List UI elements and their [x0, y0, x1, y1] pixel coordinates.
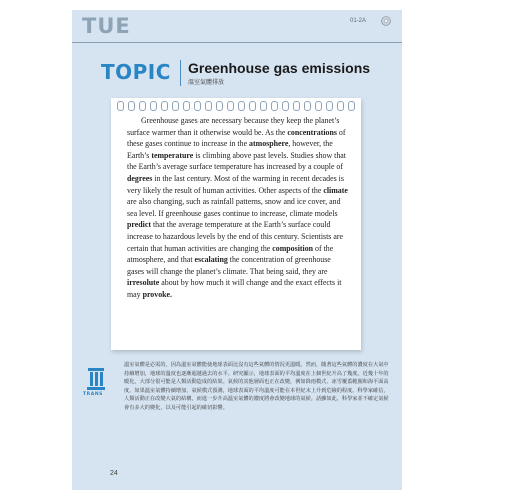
topic-divider — [180, 60, 181, 86]
passage-text: of the atmosphere, and that — [127, 243, 334, 265]
reading-notecard — [111, 98, 361, 350]
binding-ring — [216, 101, 223, 111]
binding-ring — [205, 101, 212, 111]
passage-keyword: temperature — [151, 150, 194, 160]
cd-icon — [381, 16, 391, 26]
binding-ring — [227, 101, 234, 111]
top-rule — [72, 42, 402, 43]
binding-ring — [293, 101, 300, 111]
passage-keyword: concentrations — [287, 127, 337, 137]
binding-ring — [139, 101, 146, 111]
binding-ring — [183, 101, 190, 111]
passage-text: Greenhouse gases are necessary because they keep the planet’s surface warmer than it otherwise would be. As the — [127, 116, 340, 137]
binding-ring — [172, 101, 179, 111]
passage-keyword: escalating — [194, 255, 228, 265]
passage-keyword: climate — [323, 185, 348, 195]
passage-text: of these gases continue to increase in the — [127, 127, 346, 149]
binding-ring — [194, 101, 201, 111]
binding-ring — [282, 101, 289, 111]
passage-keyword: degrees — [127, 173, 153, 183]
spiral-binding — [117, 101, 355, 111]
binding-ring — [238, 101, 245, 111]
binding-ring — [249, 101, 256, 111]
binding-ring — [128, 101, 135, 111]
passage-text: are also changing, such as rainfall patterns, snow and ice cover, and sea level. If greenhouse gases continue to increase, climate models — [127, 197, 341, 218]
binding-ring — [117, 101, 124, 111]
page-code: 01-2A — [350, 18, 367, 24]
passage-text: that the average temperature at the Earth’s surface could increase to hazardous levels by the end of this century. Scientists are certain that human activities are changing the — [127, 220, 343, 253]
translation-label: TRANS — [83, 392, 104, 397]
passage-keyword: irresolute — [127, 278, 160, 288]
binding-ring — [161, 101, 168, 111]
topic-title: Greenhouse gas emissions — [188, 60, 371, 76]
binding-ring — [271, 101, 278, 111]
binding-ring — [315, 101, 322, 111]
passage-keyword: composition — [272, 243, 314, 253]
passage-text: the concentration of greenhouse gases will change the planet’s climate. That being said, they are — [127, 255, 331, 276]
passage-keyword: atmosphere — [249, 139, 289, 149]
passage-keyword: provoke. — [142, 289, 173, 299]
page-number: 24 — [110, 470, 118, 477]
binding-ring — [326, 101, 333, 111]
passage-text: , however, the Earth’s — [127, 139, 333, 160]
passage-keyword: predict — [127, 220, 151, 230]
topic-subtitle: 溫室氣體排放 — [188, 80, 225, 86]
binding-ring — [337, 101, 344, 111]
binding-ring — [304, 101, 311, 111]
binding-ring — [150, 101, 157, 111]
passage-text: is climbing above past levels. Studies show that the Earth’s average surface temperature has increased by a couple of — [127, 150, 347, 172]
binding-ring — [260, 101, 267, 111]
passage-text: about by how much it will change and the exact effects it may — [127, 278, 342, 299]
reading-passage — [127, 115, 348, 301]
binding-ring — [348, 101, 355, 111]
translation-text: 溫室氣體是必需的，因為溫室氣體能使地球表面比沒有這些氣體的情況更溫暖。然而，隨著這些氣體的濃度在大氣中持續增加，地球的溫度也逐漸超越過去的水平。研究顯示，地球表面的平均溫度在上個世紀升高了幾度。近幾十年的暖化，大部分很可能是人類活動造成的結果。氣候的其他層面也正在改變，例如降雨模式、冰雪覆蓋範圍和海平面高度。如果溫室氣體持續增加，氣候模式預測，地球表面的平均溫度可能在本世紀末上升到危險的程度。科學家確信，人類活動正在改變大氣的結構，而進一步升高溫室氣體的濃度將會改變地球的氣候。話雖如此，科學家並不確定氣候會有多大的變化，以及可能引起的確切影響。 — [124, 362, 389, 411]
passage-text: in the last century. Most of the warming in recent decades is very likely the result of human activities. Other aspects of the — [127, 173, 344, 195]
topic-label: TOPIC — [101, 60, 171, 84]
day-label: TUE — [82, 14, 131, 38]
